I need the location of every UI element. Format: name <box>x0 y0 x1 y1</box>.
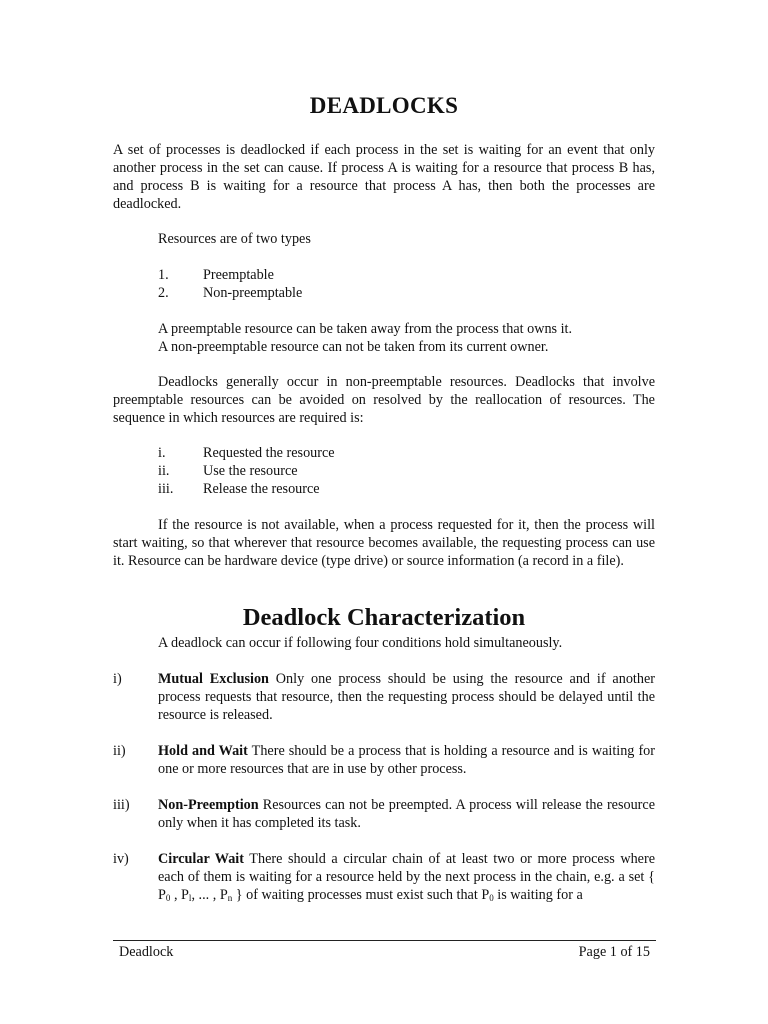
page-title: DEADLOCKS <box>309 93 459 118</box>
nonpreemptable-definition: A non-preemptable resource can not be taken from its current owner. <box>158 339 549 355</box>
condition-text: Resources can not be preempted. A process will release the resource only when it has completed its task. <box>158 797 655 831</box>
page-number: Page 1 of 15 <box>578 944 650 960</box>
process-subscript: l <box>188 893 192 903</box>
list-item-label: Preemptable <box>203 267 274 283</box>
condition-item <box>113 670 655 724</box>
condition-number: i) <box>113 671 122 687</box>
list-item <box>158 444 335 462</box>
condition-item <box>113 850 655 904</box>
process-subscript: 0 <box>489 893 494 903</box>
condition-text-end: is waiting for a <box>493 887 583 903</box>
condition-term: Non-Preemption <box>158 797 259 813</box>
footer-divider <box>113 940 656 941</box>
condition-text: There should be a process that is holding a resource and is waiting for one or more resources that are in use by other process. <box>158 743 655 777</box>
list-item-label: Use the resource <box>203 463 298 479</box>
process-symbol: P <box>158 887 166 903</box>
list-item <box>158 284 302 302</box>
list-item <box>158 462 335 480</box>
condition-term: Mutual Exclusion <box>158 671 269 687</box>
sequence-list <box>158 444 335 498</box>
list-item-number: 1. <box>158 267 169 283</box>
condition-number: iv) <box>113 851 129 867</box>
list-item-number: iii. <box>158 481 174 497</box>
separator: , <box>170 887 182 903</box>
condition-term: Hold and Wait <box>158 743 248 759</box>
process-symbol: P <box>219 887 228 903</box>
condition-text: Only one process should be using the resource and if another process requests that resource, then the requesting process should be delayed until the resource is released. <box>158 671 655 723</box>
condition-number: iii) <box>113 797 130 813</box>
list-item <box>158 266 302 284</box>
process-symbol: P <box>481 887 490 903</box>
list-item-number: i. <box>158 445 166 461</box>
process-symbol: P <box>181 887 189 903</box>
condition-term: Circular Wait <box>158 851 244 867</box>
section-intro: A deadlock can occur if following four conditions hold simultaneously. <box>158 635 563 651</box>
resources-intro: Resources are of two types <box>158 231 311 247</box>
condition-text: There should a circular chain of at least two or more process where each of them is waiting for a resource held by the next process in the chain, e.g. a set { <box>158 851 655 885</box>
list-item-label: Release the resource <box>203 481 320 497</box>
availability-paragraph: If the resource is not available, when a process requested for it, then the process will start waiting, so that wherever that resource becomes available, the requesting process can use it. Resource can be hardware device (type drive) or source information (a record in a file). <box>113 517 655 569</box>
condition-text-tail: } of waiting processes must exist such that <box>232 887 482 903</box>
list-item-number: 2. <box>158 285 169 301</box>
process-subscript: n <box>227 893 233 903</box>
intro-paragraph: A set of processes is deadlocked if each process in the set is waiting for an event that only another process in the set can cause. If process A is waiting for a resource that process B has, and process B is waiting for a resource that process A has, then both the processes are deadlocked. <box>113 142 655 212</box>
separator: , ... , <box>191 887 220 903</box>
preemptable-definition: A preemptable resource can be taken away from the process that owns it. <box>158 321 573 337</box>
list-item <box>158 480 335 498</box>
deadlock-paragraph: Deadlocks generally occur in non-preemptable resources. Deadlocks that involve preemptable resources can be avoided on resolved by the reallocation of resources. The sequence in which resources are required is: <box>113 374 655 426</box>
resource-types-list <box>158 266 302 302</box>
condition-item <box>113 796 655 832</box>
section-title: Deadlock Characterization <box>242 604 526 631</box>
list-item-number: ii. <box>158 463 170 479</box>
condition-item <box>113 742 655 778</box>
process-subscript: 0 <box>165 893 171 903</box>
list-item-label: Requested the resource <box>203 445 335 461</box>
condition-number: ii) <box>113 743 126 759</box>
list-item-label: Non-preemptable <box>203 285 303 301</box>
footer-title: Deadlock <box>119 944 174 960</box>
